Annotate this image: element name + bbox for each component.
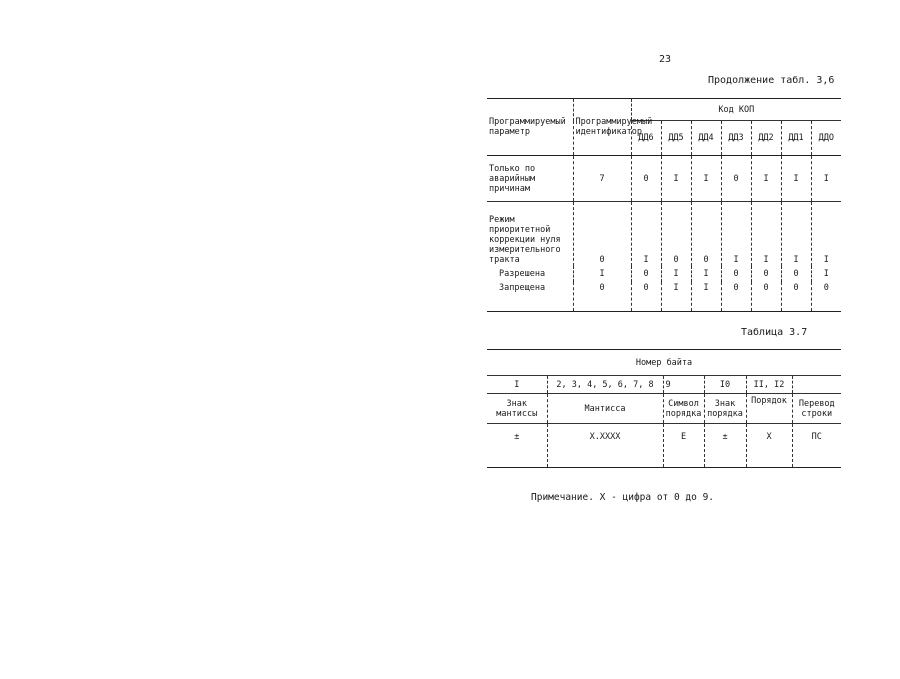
bit-header: ДД6 <box>631 121 661 156</box>
field-value: E <box>663 424 704 468</box>
table-row <box>487 282 841 312</box>
field-name: Символ порядка <box>663 394 704 424</box>
byte-number-label: Номер байта <box>487 350 841 376</box>
bit-cell: 0 <box>751 282 781 312</box>
footnote: Примечание. X - цифра от 0 до 9. <box>531 492 715 503</box>
row-param: Разрешена <box>499 268 546 279</box>
bit-cell: 0 <box>721 282 751 312</box>
byte-group: I <box>487 376 547 394</box>
bit-cell: 0 <box>781 266 811 282</box>
field-value: ± <box>704 424 746 468</box>
row-id: 0 <box>573 202 631 266</box>
byte-group: II, I2 <box>746 376 792 394</box>
bit-cell: 0 <box>811 282 841 312</box>
field-name: Порядок <box>746 394 792 424</box>
row-param: Только по аварийным причинам <box>487 156 573 202</box>
bit-header: ДД4 <box>691 121 721 156</box>
byte-group: I0 <box>704 376 746 394</box>
field-name: Знак порядка <box>704 394 746 424</box>
bit-cell: I <box>781 202 811 266</box>
field-value: ПС <box>792 424 841 468</box>
bit-cell: 0 <box>781 282 811 312</box>
field-value: X <box>746 424 792 468</box>
table-3-6-continuation <box>487 98 841 312</box>
field-name: Перевод строки <box>792 394 841 424</box>
bit-header: ДД2 <box>751 121 781 156</box>
row-id: 7 <box>573 156 631 202</box>
bit-cell: I <box>811 266 841 282</box>
bit-cell: I <box>691 266 721 282</box>
table-3-7 <box>487 349 841 468</box>
page-number: 23 <box>659 54 672 65</box>
bit-cell: I <box>661 156 691 202</box>
byte-group <box>792 376 841 394</box>
row-param: Запрещена <box>487 282 573 312</box>
bit-header: ДД3 <box>721 121 751 156</box>
bit-cell: 0 <box>631 156 661 202</box>
byte-group: 2, 3, 4, 5, 6, 7, 8 <box>547 376 663 394</box>
bit-header: ДД5 <box>661 121 691 156</box>
bit-cell: I <box>811 156 841 202</box>
bit-cell: I <box>631 202 661 266</box>
field-name: Мантисса <box>547 394 663 424</box>
field-value: ± <box>487 424 547 468</box>
header-param: Программируемый параметр <box>487 99 573 156</box>
bit-cell: I <box>751 156 781 202</box>
bit-cell: 0 <box>721 156 751 202</box>
field-name: Знак мантиссы <box>487 394 547 424</box>
continuation-title: Продолжение табл. 3,6 <box>708 75 835 86</box>
bit-cell: 0 <box>661 202 691 266</box>
bit-cell: 0 <box>631 266 661 282</box>
byte-group: 9 <box>663 376 704 394</box>
bit-cell: I <box>691 282 721 312</box>
table-3-7-title: Таблица 3.7 <box>741 327 808 338</box>
bit-header: ДДО <box>811 121 841 156</box>
bit-cell: I <box>721 202 751 266</box>
row-id: I <box>573 266 631 282</box>
bit-cell: I <box>811 202 841 266</box>
row-param: Режим приоритетной коррекции нуля измерительного тракта <box>489 214 561 265</box>
bit-cell: I <box>691 156 721 202</box>
bit-cell: 0 <box>691 202 721 266</box>
bit-header: ДД1 <box>781 121 811 156</box>
table-row <box>487 202 841 266</box>
bit-cell: 0 <box>721 266 751 282</box>
header-code: Код КОП <box>631 99 841 121</box>
bit-cell: 0 <box>631 282 661 312</box>
header-id: Программируемый идентификатор <box>573 99 631 156</box>
table-row <box>487 266 841 282</box>
row-id: 0 <box>573 282 631 312</box>
bit-cell: I <box>751 202 781 266</box>
bit-cell: 0 <box>751 266 781 282</box>
bit-cell: I <box>781 156 811 202</box>
field-value: X.XXXX <box>547 424 663 468</box>
table-row <box>487 156 841 202</box>
bit-cell: I <box>661 282 691 312</box>
bit-cell: I <box>661 266 691 282</box>
